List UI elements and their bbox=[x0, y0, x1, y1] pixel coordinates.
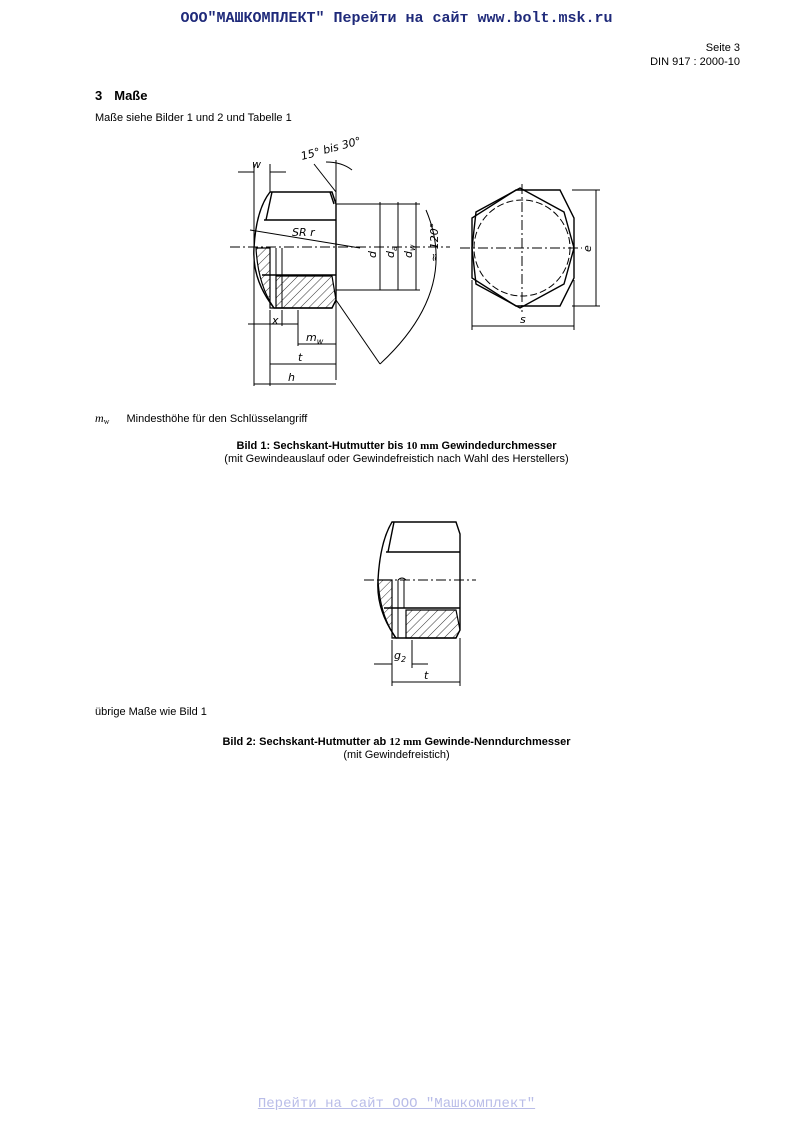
figure1-section-view bbox=[230, 134, 450, 390]
label-mw-sub: w bbox=[316, 337, 324, 346]
caption2-size: 12 mm bbox=[389, 736, 422, 748]
caption1-size: 10 mm bbox=[406, 440, 439, 452]
legend-symbol-sub: w bbox=[103, 417, 110, 426]
intro-text: Maße siehe Bilder 1 und 2 und Tabelle 1 bbox=[95, 112, 292, 124]
caption1-part-a: Bild 1: Sechskant-Hutmutter bis bbox=[236, 440, 407, 452]
label-g2-sub: 2 bbox=[400, 655, 407, 664]
section-number: 3 bbox=[95, 88, 103, 103]
section-heading bbox=[95, 88, 147, 103]
label-da-main: d bbox=[384, 251, 397, 258]
site-banner-link[interactable]: ООО"МАШКОМПЛЕКТ" Перейти на сайт www.bolt.msk.ru bbox=[180, 10, 613, 27]
figure2-section-view bbox=[360, 518, 480, 688]
label-h: h bbox=[288, 371, 295, 384]
figure1-caption bbox=[0, 440, 793, 466]
fig2-hatched-base bbox=[406, 610, 460, 638]
figure2-caption bbox=[0, 736, 793, 762]
label-dw-sub: w bbox=[408, 244, 417, 252]
label-mw bbox=[306, 331, 324, 346]
label-w: w bbox=[252, 158, 261, 171]
label-g2 bbox=[394, 649, 406, 664]
label-e: e bbox=[581, 245, 594, 252]
legend-text: Mindesthöhe für den Schlüsselangriff bbox=[126, 413, 308, 425]
label-d: d bbox=[366, 251, 379, 258]
label-mw-main: m bbox=[306, 331, 317, 344]
label-120: ≈ 120° bbox=[428, 222, 441, 262]
label-sr-r: SR r bbox=[292, 226, 315, 239]
hatched-wall-left bbox=[256, 248, 274, 308]
label-da bbox=[384, 246, 399, 258]
label-s: s bbox=[520, 313, 526, 326]
figure1-hexagon-view bbox=[460, 180, 610, 340]
document-id: DIN 917 : 2000-10 bbox=[650, 56, 740, 68]
hatched-base bbox=[276, 276, 336, 308]
section-title: Maße bbox=[114, 88, 148, 103]
footer-link[interactable]: Перейти на сайт ООО "Машкомплект" bbox=[257, 1096, 536, 1112]
label-da-sub: a bbox=[390, 246, 399, 252]
page-number: Seite 3 bbox=[705, 42, 740, 54]
caption2-sub: (mit Gewindefreistich) bbox=[343, 749, 450, 761]
fig2-label-t: t bbox=[424, 669, 429, 682]
label-dw bbox=[402, 244, 417, 258]
figure2-note: übrige Maße wie Bild 1 bbox=[95, 706, 207, 718]
label-x: x bbox=[272, 314, 279, 327]
label-t: t bbox=[298, 351, 303, 364]
label-g2-main: g bbox=[394, 649, 401, 662]
label-angle: 15° bis 30° bbox=[299, 134, 363, 163]
caption2-part-b: Gewinde-Nenndurchmesser bbox=[421, 736, 571, 748]
caption1-sub: (mit Gewindeauslauf oder Gewindefreistich nach Wahl des Herstellers) bbox=[224, 453, 569, 465]
legend-symbol: m bbox=[95, 411, 104, 425]
label-dw-main: d bbox=[402, 251, 415, 258]
legend-row bbox=[95, 411, 307, 426]
caption1-part-b: Gewindedurchmesser bbox=[438, 440, 557, 452]
caption2-part-a: Bild 2: Sechskant-Hutmutter ab bbox=[222, 736, 390, 748]
